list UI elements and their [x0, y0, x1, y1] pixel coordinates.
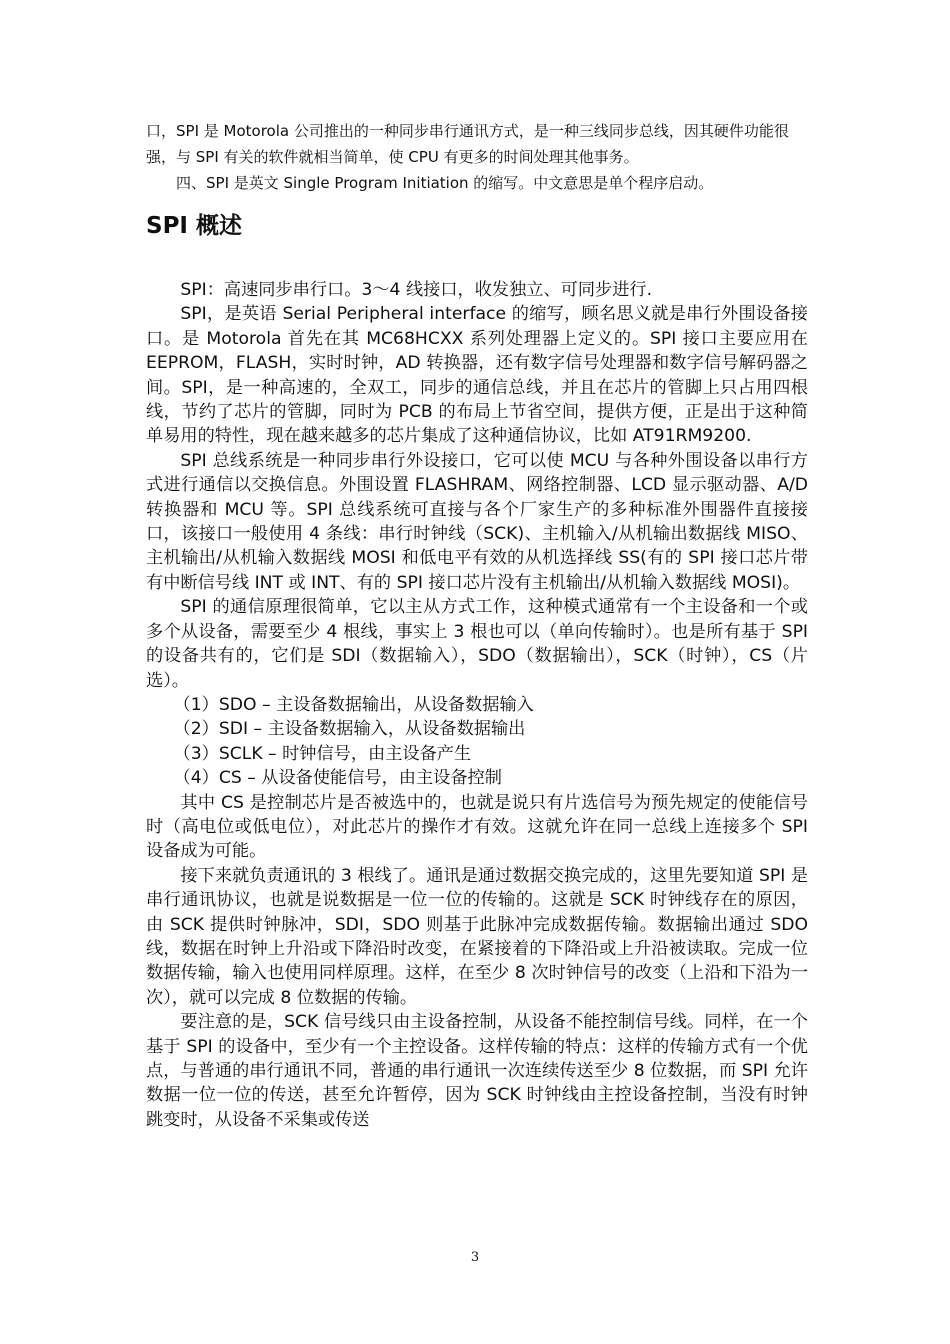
list-item-sclk: （3）SCLK – 时钟信号，由主设备产生 [173, 743, 472, 764]
page-number: 3 [470, 1250, 480, 1265]
intro-paragraph-2: 四、SPI 是英文 Single Program Initiation 的缩写。中文意思是单个程序启动。 [176, 174, 714, 192]
body-paragraph-1: SPI：高速同步串行口。3～4 线接口，收发独立、可同步进行. [180, 280, 653, 300]
body-section [146, 278, 808, 1132]
section-heading: SPI 概述 [146, 213, 242, 239]
body-paragraph-6: 接下来就负责通讯的 3 根线了。通讯是通过数据交换完成的，这里先要知道 SPI 是串行通讯协议，也就是说数据是一位一位的传输的。这就是 SCK 时钟线存在的原因，由 SCK 提供时钟脉冲，SDI，SDO 则基于此脉冲完成数据传输。数据输出通过 SDO 线，数据在时钟上升沿或下降沿时改变，在紧接着的下降沿或上升沿被读取。完成一位数据传输，输入也使用同样原理。这样，在至少 8 次时钟信号的改变（上沿和下沿为一次），就可以完成 8 位数据的传输。 [146, 865, 808, 1008]
list-item-sdi: （2）SDI – 主设备数据输入，从设备数据输出 [173, 719, 526, 740]
body-paragraph-3: SPI 总线系统是一种同步串行外设接口，它可以使 MCU 与各种外围设备以串行方式进行通信以交换信息。外围设置 FLASHRAM、网络控制器、LCD 显示驱动器、A/D 转换器和 MCU 等。SPI 总线系统可直接与各个厂家生产的多种标准外围器件直接接口，该接口一般使用 4 条线：串行时钟线（SCK)、主机输入/从机输出数据线 MISO、主机输出/从机输入数据线 MOSI 和低电平有效的从机选择线 SS(有的 SPI 接口芯片带有中断信号线 INT 或 INT、有的 SPI 接口芯片没有主机输出/从机输入数据线 MOSI)。 [146, 450, 808, 593]
intro-paragraph-1: 口，SPI 是 Motorola 公司推出的一种同步串行通讯方式，是一种三线同步总线，因其硬件功能很强，与 SPI 有关的软件就相当简单，使 CPU 有更多的时间处理其他事务。 [146, 122, 789, 166]
intro-section [146, 118, 806, 196]
list-item-cs: （4）CS – 从设备使能信号，由主设备控制 [173, 768, 502, 789]
list-item-sdo: （1）SDO – 主设备数据输出，从设备数据输入 [173, 694, 534, 715]
body-paragraph-2: SPI，是英语 Serial Peripheral interface 的缩写，顾名思义就是串行外围设备接口。是 Motorola 首先在其 MC68HCXX 系列处理器上定义的。SPI 接口主要应用在 EEPROM，FLASH，实时时钟，AD 转换器，还有数字信号处理器和数字信号解码器之间。SPI，是一种高速的，全双工，同步的通信总线，并且在芯片的管脚上只占用四根线，节约了芯片的管脚，同时为 PCB 的布局上节省空间，提供方便，正是出于这种简单易用的特性，现在越来越多的芯片集成了这种通信协议，比如 AT91RM9200. [146, 304, 808, 447]
body-paragraph-7: 要注意的是，SCK 信号线只由主设备控制，从设备不能控制信号线。同样，在一个基于 SPI 的设备中，至少有一个主控设备。这样传输的特点：这样的传输方式有一个优点，与普通的串行通讯不同，普通的串行通讯一次连续传送至少 8 位数据，而 SPI 允许数据一位一位的传送，甚至允许暂停，因为 SCK 时钟线由主控设备控制，当没有时钟跳变时，从设备不采集或传送 [146, 1012, 808, 1130]
body-paragraph-5: 其中 CS 是控制芯片是否被选中的，也就是说只有片选信号为预先规定的使能信号时（高电位或低电位），对此芯片的操作才有效。这就允许在同一总线上连接多个 SPI 设备成为可能。 [146, 792, 808, 862]
body-paragraph-4: SPI 的通信原理很简单，它以主从方式工作，这种模式通常有一个主设备和一个或多个从设备，需要至少 4 根线，事实上 3 根也可以（单向传输时）。也是所有基于 SPI 的设备共有的，它们是 SDI（数据输入），SDO（数据输出），SCK（时钟），CS（片选）。 [146, 597, 808, 691]
